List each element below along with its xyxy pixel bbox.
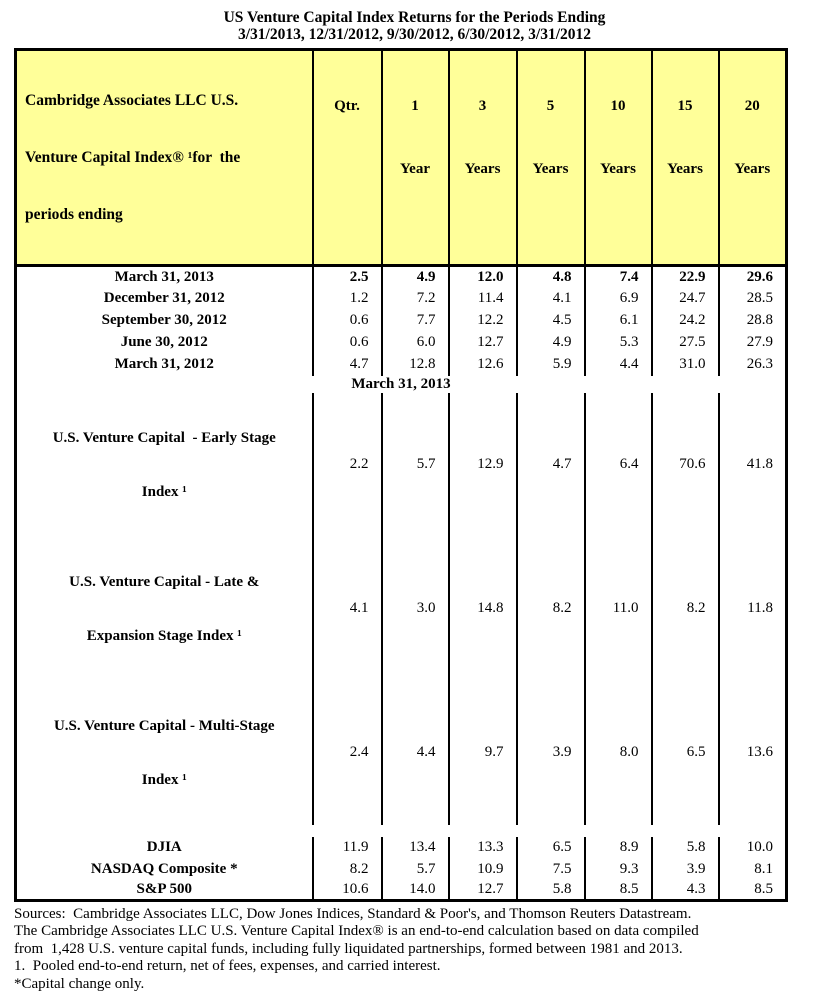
cell-value: 3.0 <box>382 537 449 681</box>
row-label: S&P 500 <box>16 881 313 901</box>
cell-value: 2.4 <box>313 681 382 825</box>
table-row-2013-03-31 <box>16 266 787 288</box>
table-row-2012-12-31 <box>16 288 787 310</box>
row-label: U.S. Venture Capital - Multi-Stage Index ¹ <box>16 681 313 825</box>
row-label: December 31, 2012 <box>16 288 313 310</box>
document-subtitle: 3/31/2013, 12/31/2012, 9/30/2012, 6/30/2012, 3/31/2012 <box>237 26 592 43</box>
cell-value: 8.9 <box>585 837 652 859</box>
footnotes <box>14 906 814 993</box>
column-header-1-year: 1 Year <box>382 50 449 266</box>
cell-value: 5.7 <box>382 859 449 881</box>
cell-value: 4.3 <box>652 881 719 901</box>
cell-value: 0.6 <box>313 332 382 354</box>
cell-value: 8.2 <box>517 537 585 681</box>
table-header-row <box>16 50 787 266</box>
cell-value: 12.0 <box>449 266 517 288</box>
cell-value: 4.1 <box>517 288 585 310</box>
cell-value: 6.9 <box>585 288 652 310</box>
section-header-label: March 31, 2013 <box>351 375 451 392</box>
footnote-description-line2: from 1,428 U.S. venture capital funds, including fully liquidated partnerships, formed between 1981 and 2013. <box>14 940 683 957</box>
cell-value: 11.9 <box>313 837 382 859</box>
cell-value: 5.3 <box>585 332 652 354</box>
row-label: June 30, 2012 <box>16 332 313 354</box>
cell-value: 70.6 <box>652 393 719 537</box>
cell-value: 3.9 <box>517 681 585 825</box>
cell-value: 12.7 <box>449 332 517 354</box>
corner-label-line2: Venture Capital Index® ¹for the <box>25 149 241 166</box>
cell-value: 27.5 <box>652 332 719 354</box>
cell-value: 6.1 <box>585 310 652 332</box>
cell-value: 14.8 <box>449 537 517 681</box>
cell-value: 8.2 <box>313 859 382 881</box>
cell-value: 4.4 <box>585 354 652 376</box>
column-header-qtr: Qtr. <box>313 50 382 266</box>
cell-value: 7.5 <box>517 859 585 881</box>
cell-value: 29.6 <box>719 266 787 288</box>
cell-value: 27.9 <box>719 332 787 354</box>
column-header-20-years: 20 Years <box>719 50 787 266</box>
cell-value: 6.5 <box>517 837 585 859</box>
table-row-djia <box>16 837 787 859</box>
cell-value: 28.5 <box>719 288 787 310</box>
cell-value: 6.4 <box>585 393 652 537</box>
cell-value: 5.7 <box>382 393 449 537</box>
cell-value: 24.2 <box>652 310 719 332</box>
cell-value: 14.0 <box>382 881 449 901</box>
cell-value: 4.5 <box>517 310 585 332</box>
cell-value: 2.5 <box>313 266 382 288</box>
row-label: March 31, 2013 <box>16 266 313 288</box>
cell-value: 4.7 <box>517 393 585 537</box>
cell-value: 12.9 <box>449 393 517 537</box>
cell-value: 8.2 <box>652 537 719 681</box>
table-row-nasdaq-composite <box>16 859 787 881</box>
footnote-capital-change: *Capital change only. <box>14 975 145 992</box>
table-row-2012-03-31 <box>16 354 787 376</box>
cell-value: 5.8 <box>652 837 719 859</box>
cell-value: 0.6 <box>313 310 382 332</box>
footnote-description-line1: The Cambridge Associates LLC U.S. Venture Capital Index® is an end-to-end calculation based on data compiled <box>14 923 699 940</box>
cell-value: 13.6 <box>719 681 787 825</box>
cell-value: 6.5 <box>652 681 719 825</box>
corner-label-line1: Cambridge Associates LLC U.S. <box>25 92 239 109</box>
cell-value: 9.3 <box>585 859 652 881</box>
cell-value: 4.4 <box>382 681 449 825</box>
cell-value: 5.8 <box>517 881 585 901</box>
row-label: U.S. Venture Capital - Late & Expansion Stage Index ¹ <box>16 537 313 681</box>
column-header-3-years: 3 Years <box>449 50 517 266</box>
cell-value: 12.7 <box>449 881 517 901</box>
cell-value: 13.3 <box>449 837 517 859</box>
cell-value: 4.8 <box>517 266 585 288</box>
cell-value: 5.9 <box>517 354 585 376</box>
cell-value: 8.5 <box>719 881 787 901</box>
corner-label-line3: periods ending <box>25 206 123 223</box>
cell-value: 11.4 <box>449 288 517 310</box>
cell-value: 10.6 <box>313 881 382 901</box>
cell-value: 4.1 <box>313 537 382 681</box>
vc-returns-table <box>14 48 788 902</box>
cell-value: 1.2 <box>313 288 382 310</box>
column-header-10-years: 10 Years <box>585 50 652 266</box>
document-title: US Venture Capital Index Returns for the Periods Ending <box>223 9 606 26</box>
cell-value: 4.9 <box>382 266 449 288</box>
cell-value: 2.2 <box>313 393 382 537</box>
row-label: NASDAQ Composite * <box>16 859 313 881</box>
table-row-2012-09-30 <box>16 310 787 332</box>
table-row-2012-06-30 <box>16 332 787 354</box>
cell-value: 41.8 <box>719 393 787 537</box>
cell-value: 10.9 <box>449 859 517 881</box>
column-header-5-years: 5 Years <box>517 50 585 266</box>
cell-value: 8.5 <box>585 881 652 901</box>
cell-value: 7.2 <box>382 288 449 310</box>
column-header-15-years: 15 Years <box>652 50 719 266</box>
cell-value: 24.7 <box>652 288 719 310</box>
cell-value: 12.8 <box>382 354 449 376</box>
spacer-row <box>16 825 787 837</box>
cell-value: 11.8 <box>719 537 787 681</box>
cell-value: 8.0 <box>585 681 652 825</box>
cell-value: 13.4 <box>382 837 449 859</box>
cell-value: 4.9 <box>517 332 585 354</box>
cell-value: 26.3 <box>719 354 787 376</box>
row-label: March 31, 2012 <box>16 354 313 376</box>
cell-value: 28.8 <box>719 310 787 332</box>
cell-value: 10.0 <box>719 837 787 859</box>
footnote-pooled-return: 1. Pooled end-to-end return, net of fees, expenses, and carried interest. <box>14 958 441 975</box>
cell-value: 3.9 <box>652 859 719 881</box>
section-header-row <box>16 376 787 393</box>
cell-value: 12.6 <box>449 354 517 376</box>
cell-value: 22.9 <box>652 266 719 288</box>
cell-value: 4.7 <box>313 354 382 376</box>
cell-value: 9.7 <box>449 681 517 825</box>
table-corner-label <box>16 50 313 266</box>
cell-value: 12.2 <box>449 310 517 332</box>
cell-value: 8.1 <box>719 859 787 881</box>
cell-value: 6.0 <box>382 332 449 354</box>
cell-value: 31.0 <box>652 354 719 376</box>
table-row-multi-stage <box>16 681 787 825</box>
table-row-sp500 <box>16 881 787 901</box>
cell-value: 7.4 <box>585 266 652 288</box>
table-row-early-stage <box>16 393 787 537</box>
row-label: September 30, 2012 <box>16 310 313 332</box>
footnote-sources: Sources: Cambridge Associates LLC, Dow Jones Indices, Standard & Poor's, and Thomson Reuters Datastream. <box>14 906 692 922</box>
table-row-late-expansion-stage <box>16 537 787 681</box>
row-label: U.S. Venture Capital - Early Stage Index ¹ <box>16 393 313 537</box>
row-label: DJIA <box>16 837 313 859</box>
cell-value: 7.7 <box>382 310 449 332</box>
cell-value: 11.0 <box>585 537 652 681</box>
